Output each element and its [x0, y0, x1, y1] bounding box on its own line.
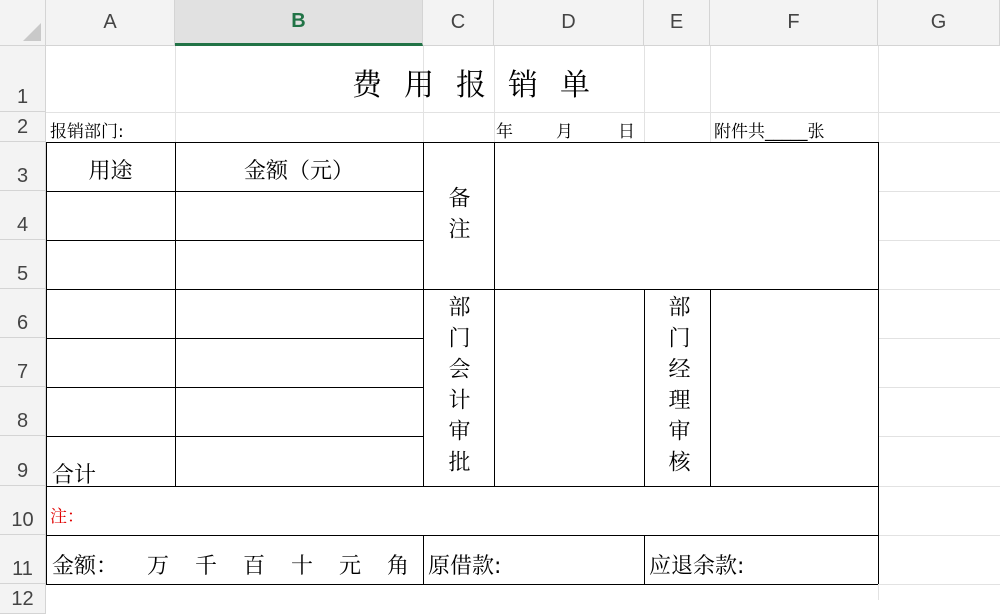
border [710, 289, 711, 486]
border [494, 142, 495, 486]
border [46, 387, 423, 388]
border [46, 486, 878, 487]
amount-unit-wan: 万 [147, 554, 170, 579]
row-header-4[interactable]: 4 [0, 191, 46, 240]
row-header-11[interactable]: 11 [0, 535, 46, 584]
refund-balance-label[interactable]: 应退余款: [649, 554, 745, 579]
column-header-a[interactable]: A [46, 0, 175, 46]
gridline [46, 112, 1000, 113]
border [644, 535, 645, 584]
date-day[interactable]: 日 [618, 122, 635, 142]
border [423, 535, 424, 584]
gridline [710, 46, 711, 142]
row-header-1[interactable]: 1 [0, 46, 46, 112]
header-purpose[interactable]: 用途 [88, 159, 133, 184]
row-header-9[interactable]: 9 [0, 436, 46, 486]
row-header-8[interactable]: 8 [0, 387, 46, 436]
gridline [175, 46, 176, 142]
border [46, 338, 423, 339]
row-header-2[interactable]: 2 [0, 112, 46, 142]
border [644, 289, 645, 486]
select-all-icon [23, 23, 41, 41]
remarks-label[interactable]: 备注 [445, 186, 470, 248]
gridline [644, 46, 645, 142]
amount-unit-jiao: 角 [387, 554, 410, 579]
column-header-f[interactable]: F [710, 0, 878, 46]
select-all-corner[interactable] [0, 0, 46, 46]
attachments-count[interactable]: 附件共_____张 [714, 122, 825, 142]
gridline [878, 436, 1000, 437]
row-header-6[interactable]: 6 [0, 289, 46, 338]
border [46, 142, 47, 584]
row-header-10[interactable]: 10 [0, 486, 46, 535]
amount-unit-bai: 百 [243, 554, 266, 579]
dept-manager-review-label[interactable]: 部门经理审核 [665, 295, 690, 481]
gridline [878, 289, 1000, 290]
row-header-5[interactable]: 5 [0, 240, 46, 289]
column-header-c[interactable]: C [423, 0, 494, 46]
amount-label[interactable]: 金额： [52, 554, 119, 579]
amount-unit-yuan: 元 [339, 554, 362, 579]
gridline [878, 191, 1000, 192]
original-loan-label[interactable]: 原借款: [428, 554, 502, 579]
border [46, 535, 878, 536]
total-label[interactable]: 合计 [52, 463, 97, 488]
border [46, 191, 423, 192]
gridline [878, 387, 1000, 388]
column-header-b[interactable]: B [175, 0, 423, 46]
border [423, 142, 424, 486]
column-header-g[interactable]: G [878, 0, 1000, 46]
note-label[interactable]: 注： [50, 507, 84, 527]
border [175, 142, 176, 486]
date-year[interactable]: 年 [496, 122, 513, 142]
amount-unit-shi: 十 [291, 554, 314, 579]
header-amount[interactable]: 金额（元） [243, 159, 354, 184]
border [46, 436, 423, 437]
row-header-12[interactable]: 12 [0, 584, 46, 614]
row-header-7[interactable]: 7 [0, 338, 46, 387]
department-label[interactable]: 报销部门: [50, 122, 124, 142]
gridline [878, 338, 1000, 339]
row-header-3[interactable]: 3 [0, 142, 46, 191]
border [878, 142, 879, 584]
gridline [878, 535, 1000, 536]
form-title[interactable]: 费用报销单 [352, 68, 612, 103]
column-header-d[interactable]: D [494, 0, 644, 46]
dept-accounting-approval-label[interactable]: 部门会计审批 [445, 295, 470, 481]
column-header-e[interactable]: E [644, 0, 710, 46]
border [46, 240, 423, 241]
date-month[interactable]: 月 [556, 122, 573, 142]
border [46, 289, 878, 290]
amount-unit-qian: 千 [195, 554, 218, 579]
border [46, 142, 878, 143]
gridline [878, 486, 1000, 487]
border [46, 584, 878, 585]
gridline [878, 240, 1000, 241]
